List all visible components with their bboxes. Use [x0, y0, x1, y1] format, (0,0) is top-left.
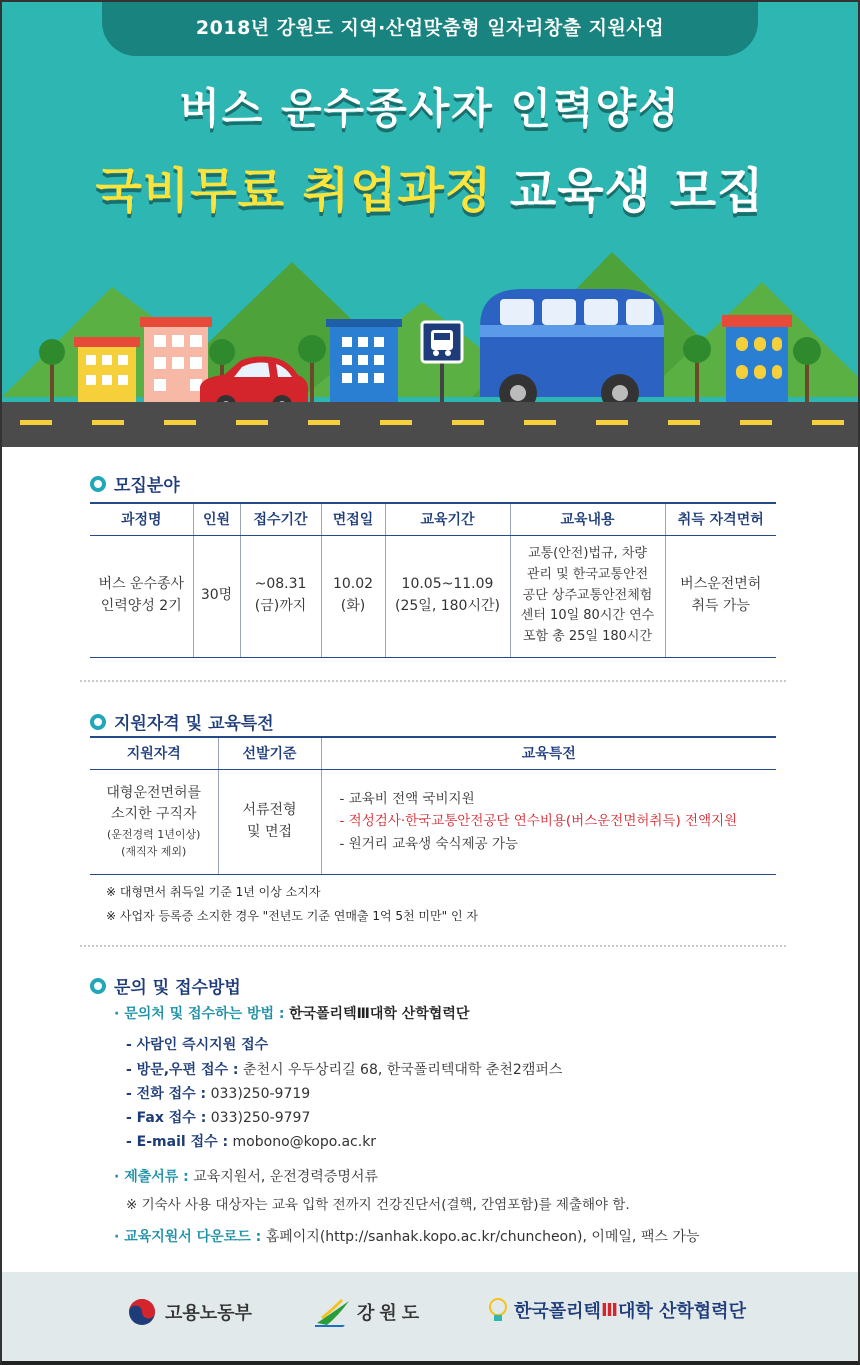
edu-content-cell: 교통(안전)법규, 차량 관리 및 한국교통안전 공단 상주교통안전체험 센터 10일 80시간 연수 포함 총 25일 180시간	[510, 535, 665, 657]
section-contact-title	[90, 973, 241, 998]
col-benefit: 교육특전	[321, 737, 776, 769]
benefit-cell: - 교육비 전액 국비지원 - 적성검사·한국교통안전공단 연수비용(버스운전면허취득) 전액지원 - 원거리 교육생 숙식제공 가능	[321, 769, 776, 874]
note-line: ※ 대형면서 취득일 기준 1년 이상 소지자	[106, 885, 321, 899]
taegeuk-icon	[127, 1297, 157, 1327]
section-recruit-title	[90, 471, 180, 496]
edu-period-cell: 10.05~11.09 (25일, 180시간)	[385, 535, 510, 657]
email-line: - E-mail 접수 : mobono@kopo.ac.kr	[126, 1134, 377, 1150]
col-requirement: 지원자격	[90, 737, 218, 769]
section-contact-label: 문의 및 접수방법	[114, 978, 241, 998]
divider	[80, 680, 786, 682]
road	[2, 402, 858, 447]
col-count: 인원	[193, 503, 240, 535]
header-banner	[2, 2, 858, 447]
bus-icon	[480, 289, 664, 412]
note-line: ※ 사업자 등록증 소지한 경우 "전년도 기준 연매출 1억 5천 미만" 인 자	[106, 909, 478, 923]
footer	[2, 1272, 858, 1364]
saramin-line: - 사람인 즉시지원 접수	[126, 1037, 269, 1053]
gangwon-emblem-icon	[315, 1297, 351, 1327]
sub-title-highlight: 국비무료 취업과정	[95, 163, 493, 219]
recruit-table	[90, 502, 776, 658]
section-bullet-icon	[90, 714, 106, 730]
section-recruit-label: 모집분야	[114, 476, 180, 496]
section-qualification-label: 지원자격 및 교육특전	[114, 714, 274, 734]
documents-line: · 제출서류 : 교육지원서, 운전경력증명서류	[114, 1169, 378, 1185]
moel-logo: 고용노동부	[127, 1297, 252, 1327]
building-right	[722, 315, 792, 402]
section-bullet-icon	[90, 476, 106, 492]
email-link[interactable]: mobono@kopo.ac.kr	[232, 1134, 377, 1150]
divider	[80, 945, 786, 947]
col-period: 접수기간	[240, 503, 321, 535]
download-line: · 교육지원서 다운로드 : 홈페이지(http://sanhak.kopo.ac.kr/chuncheon), 이메일, 팩스 가능	[114, 1229, 700, 1245]
gangwon-logo: 강원도	[315, 1297, 424, 1327]
main-title: 버스 운수종사자 인력양성	[179, 84, 681, 133]
col-edu-content: 교육내용	[510, 503, 665, 535]
sub-title	[2, 152, 858, 221]
phone-line: - 전화 접수 : 033)250-9719	[126, 1086, 311, 1102]
building-blue	[326, 319, 402, 402]
kopo-logo: 한국폴리텍 Ⅲ 대학 산학협력단	[486, 1297, 746, 1323]
period-cell: ~08.31 (금)까지	[240, 535, 321, 657]
program-ribbon: 2018년 강원도 지역·산업맞춤형 일자리창출 지원사업	[102, 2, 758, 56]
col-selection: 선발기준	[218, 737, 321, 769]
count-cell: 30명	[193, 535, 240, 657]
table-row	[90, 769, 776, 874]
building-yellow	[74, 337, 140, 402]
selection-cell: 서류전형 및 면접	[218, 769, 321, 874]
bulb-icon	[486, 1297, 510, 1323]
download-link[interactable]: 홈페이지(http://sanhak.kopo.ac.kr/chuncheon), 이메일, 팩스 가능	[265, 1229, 700, 1245]
col-license: 취득 자격면허	[665, 503, 776, 535]
sub-title-rest: 교육생 모집	[509, 163, 765, 219]
requirement-cell: 대형운전면허를 소지한 구직자 (운전경력 1년이상) (재직자 제외)	[90, 769, 218, 874]
section-qualification-title	[90, 709, 274, 734]
qualification-table	[90, 736, 776, 875]
course-cell: 버스 운수종사 인력양성 2기	[90, 535, 193, 657]
col-interview: 면접일	[321, 503, 385, 535]
table-row	[90, 535, 776, 657]
fax-line: - Fax 접수 : 033)250-9797	[126, 1110, 311, 1126]
license-cell: 버스운전면허 취득 가능	[665, 535, 776, 657]
town-illustration	[2, 227, 858, 447]
visit-line: - 방문,우편 접수 : 춘천시 우두상리길 68, 한국폴리텍대학 춘천2캠퍼스	[126, 1062, 563, 1078]
col-edu-period: 교육기간	[385, 503, 510, 535]
col-course: 과정명	[90, 503, 193, 535]
section-bullet-icon	[90, 978, 106, 994]
interview-cell: 10.02 (화)	[321, 535, 385, 657]
documents-note: ※ 기숙사 사용 대상자는 교육 입학 전까지 건강진단서(결핵, 간염포함)를 제출해야 함.	[126, 1197, 630, 1213]
inquiry-line: · 문의처 및 접수하는 방법 : 한국폴리텍Ⅲ대학 산학협력단	[114, 1006, 470, 1022]
